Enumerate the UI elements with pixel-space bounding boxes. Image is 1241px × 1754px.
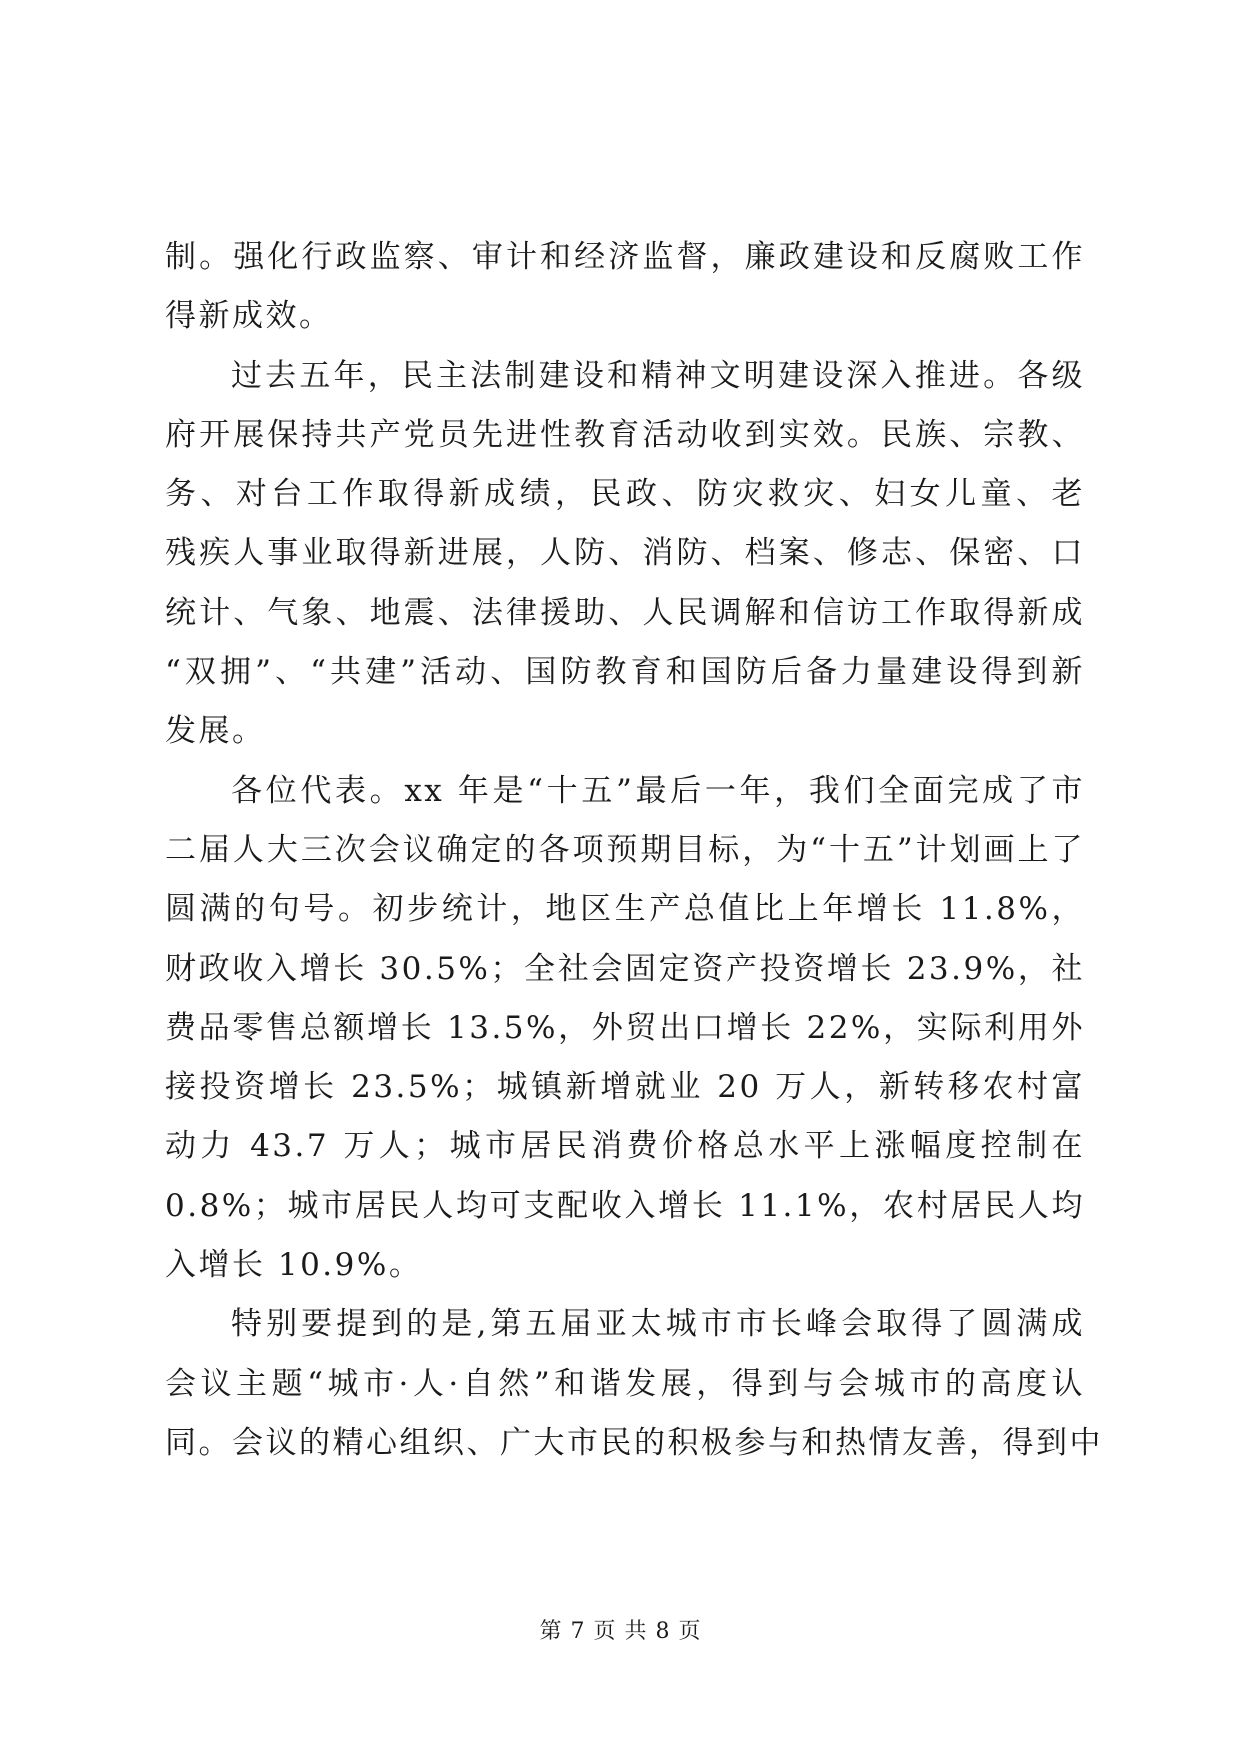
text-line: 圆满的句号。初步统计，地区生产总值比上年增长 11.8%， xyxy=(165,891,1085,928)
text-line: 统计、气象、地震、法律援助、人民调解和信访工作取得新成 xyxy=(165,594,1085,631)
text-line: 财政收入增长 30.5%；全社会固定资产投资增长 23.9%，社 xyxy=(165,950,1085,987)
text-line: “双拥”、“共建”活动、国防教育和国防后备力量建设得到新 xyxy=(165,654,1085,691)
text-line: 二届人大三次会议确定的各项预期目标，为“十五”计划画上了 xyxy=(165,831,1085,868)
paragraph xyxy=(165,1295,1103,1473)
text-line: 特别要提到的是,第五届亚太城市市长峰会取得了圆满成 xyxy=(231,1306,1085,1343)
text-line: 得新成效。 xyxy=(165,298,333,335)
paragraph xyxy=(165,762,1085,1296)
paragraph xyxy=(165,347,1085,762)
text-line: 过去五年，民主法制建设和精神文明建设深入推进。各级 xyxy=(231,357,1085,394)
page-footer: 第 7 页 共 8 页 xyxy=(539,1619,702,1644)
paragraph xyxy=(165,228,1085,347)
text-line: 接投资增长 23.5%；城镇新增就业 20 万人，新转移农村富 xyxy=(165,1069,1085,1106)
text-line: 制。强化行政监察、审计和经济监督，廉政建设和反腐败工作 xyxy=(165,239,1085,275)
text-line: 残疾人事业取得新进展，人防、消防、档案、修志、保密、口 xyxy=(165,535,1085,572)
document-body xyxy=(165,228,1103,1473)
text-line: 0.8%；城市居民人均可支配收入增长 11.1%，农村居民人均 xyxy=(165,1187,1085,1224)
text-line: 会议主题“城市·人·自然”和谐发展，得到与会城市的高度认 xyxy=(165,1365,1085,1402)
text-line: 府开展保持共产党员先进性教育活动收到实效。民族、宗教、 xyxy=(165,416,1085,453)
text-line: 费品零售总额增长 13.5%，外贸出口增长 22%，实际利用外 xyxy=(165,1009,1085,1046)
text-line: 发展。 xyxy=(165,713,266,750)
text-line: 同。会议的精心组织、广大市民的积极参与和热情友善，得到中 xyxy=(165,1424,1103,1461)
text-line: 各位代表。xx 年是“十五”最后一年，我们全面完成了市 xyxy=(231,772,1085,809)
text-line: 入增长 10.9%。 xyxy=(165,1247,423,1284)
text-line: 务、对台工作取得新成绩，民政、防灾救灾、妇女儿童、老 xyxy=(165,476,1085,513)
text-line: 动力 43.7 万人；城市居民消费价格总水平上涨幅度控制在 xyxy=(165,1128,1085,1165)
